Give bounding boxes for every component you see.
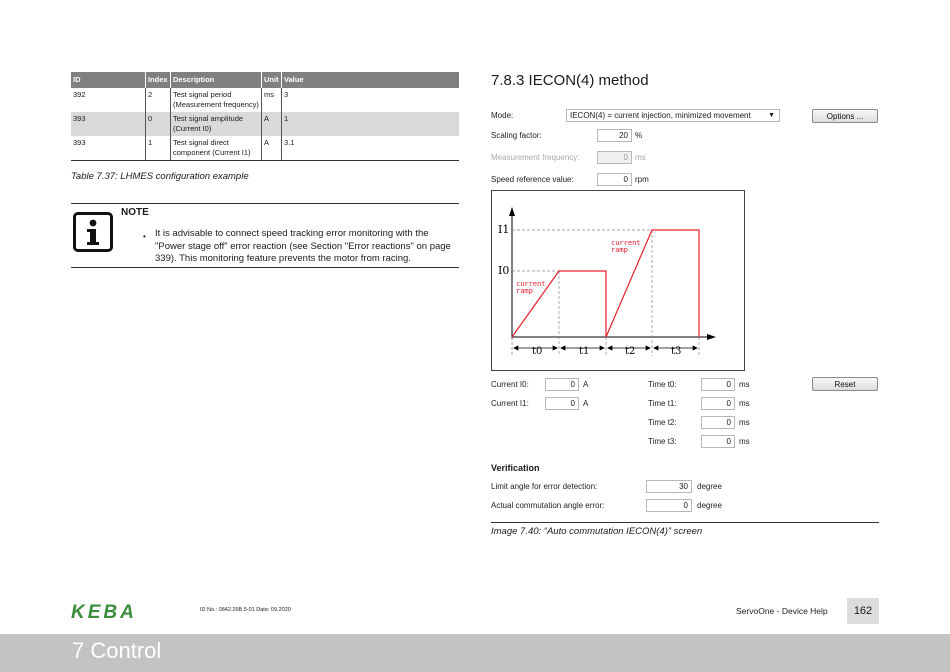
col-header-index: Index [146,72,171,88]
label-i0: I0 [498,264,510,277]
current-injection-diagram [491,190,745,371]
ramp-label-2-line1: current [611,239,641,247]
cell-index: 0 [146,112,171,136]
note-text: It is advisable to connect speed tracking error monitoring with the "Power stage off" error reaction (see Section "Error reactions" on page 339). This monitoring feature prevents the motor from racing. [155,228,451,264]
table-row [71,88,459,112]
time-t3-input[interactable]: 0 [701,435,735,448]
note-title: NOTE [121,207,149,218]
cell-index: 2 [146,88,171,112]
label-i1: I1 [498,223,510,236]
table-row [71,136,459,161]
speed-reference-unit: rpm [635,175,649,184]
reset-button[interactable]: Reset [812,377,878,391]
ramp-label-1-line1: current [516,280,546,288]
time-t2-label: Time t2: [648,418,677,427]
time-t2-input[interactable]: 0 [701,416,735,429]
col-header-description: Description [171,72,262,88]
cell-description: Test signal direct component (Current I1) [171,136,262,161]
current-i0-unit: A [583,380,589,389]
table-caption: Table 7.37: LHMES configuration example [71,171,249,182]
actual-angle-error-unit: degree [697,501,722,510]
table-row [71,112,459,136]
current-i0-input[interactable]: 0 [545,378,579,391]
cell-value: 3.1 [282,136,460,161]
cell-unit: A [262,112,282,136]
ramp-label-2-line2: ramp [611,246,628,254]
time-t1-input[interactable]: 0 [701,397,735,410]
time-t1-unit: ms [739,399,750,408]
chapter-title: 7 Control [72,638,162,663]
limit-angle-label: Limit angle for error detection: [491,482,598,491]
note-bullet: • [143,232,146,241]
info-icon [73,212,113,252]
caption-divider [491,522,879,523]
y-axis-arrow [509,207,515,216]
time-t2-unit: ms [739,418,750,427]
cell-id: 393 [71,112,146,136]
verification-title: Verification [491,463,540,473]
image-caption: Image 7.40: “Auto commutation IECON(4)” screen [491,526,703,537]
x-axis-arrow [707,334,716,340]
cell-id: 393 [71,136,146,161]
cell-unit: A [262,136,282,161]
speed-reference-input[interactable]: 0 [597,173,632,186]
time-t1-label: Time t1: [648,399,677,408]
actual-angle-error-label: Actual commutation angle error: [491,501,605,510]
page-number: 162 [847,598,879,624]
time-t3-unit: ms [739,437,750,446]
cell-id: 392 [73,90,86,99]
label-t2: t2 [625,346,636,357]
cell-index: 1 [146,136,171,161]
label-t0: t0 [532,346,543,357]
cell-description: Test signal amplitude (Current I0) [171,112,262,136]
current-i0-label: Current I0: [491,380,529,389]
mode-select-value: IECON(4) = current injection, minimized movement [570,111,751,120]
measurement-frequency-unit: ms [635,153,646,162]
cell-description: Test signal period (Measurement frequency) [171,88,262,112]
col-header-id: ID [71,72,146,88]
measurement-frequency-label: Measurement frequency: [491,153,580,162]
actual-angle-error-input[interactable]: 0 [646,499,692,512]
scaling-factor-input[interactable]: 20 [597,129,632,142]
limit-angle-unit: degree [697,482,722,491]
mode-label: Mode: [491,111,514,120]
scaling-factor-unit: % [635,131,643,140]
current-i1-unit: A [583,399,589,408]
config-table [71,72,459,161]
scaling-factor-label: Scaling factor: [491,131,542,140]
cell-unit: ms [262,88,282,112]
label-t1: t1 [579,346,590,357]
mode-select[interactable] [566,109,780,122]
time-t0-input[interactable]: 0 [701,378,735,391]
keba-logo: KEBA [71,602,137,623]
time-t0-label: Time t0: [648,380,677,389]
label-t3: t3 [671,346,682,357]
current-i1-label: Current I1: [491,399,529,408]
section-title: 7.8.3 IECON(4) method [491,72,649,89]
cell-value: 1 [282,112,460,136]
note-divider-bottom [71,267,459,268]
limit-angle-input[interactable]: 30 [646,480,692,493]
current-i1-input[interactable]: 0 [545,397,579,410]
col-header-value: Value [282,72,460,88]
note-divider-top [71,203,459,204]
speed-reference-label: Speed reference value: [491,175,574,184]
cell-value: 3 [282,88,460,112]
time-t3-label: Time t3: [648,437,677,446]
options-button[interactable]: Options ... [812,109,878,123]
col-header-unit: Unit [262,72,282,88]
measurement-frequency-input[interactable]: 0 [597,151,632,164]
chevron-down-icon: ▼ [768,112,775,119]
product-name: ServoOne - Device Help [736,606,828,616]
time-t0-unit: ms [739,380,750,389]
ramp-label-1-line2: ramp [516,287,533,295]
document-id: ID No.: 0842.26B.5-01 Date: 09.2020 [200,607,291,613]
